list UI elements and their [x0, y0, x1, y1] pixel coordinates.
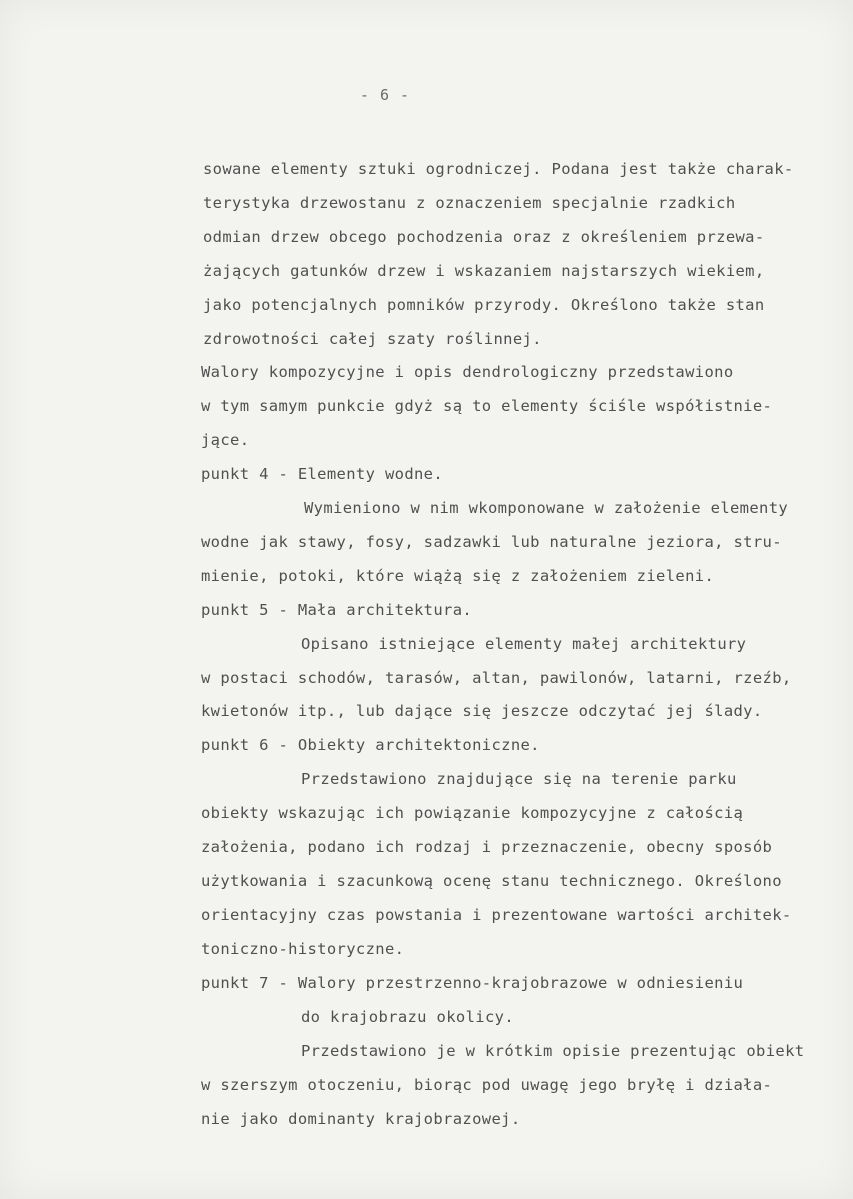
text-line: wodne jak stawy, fosy, sadzawki lub naturalne jeziora, stru- — [201, 533, 782, 551]
text-line: orientacyjny czas powstania i prezentowane wartości architek- — [201, 906, 792, 924]
text-line: zdrowotności całej szaty roślinnej. — [203, 330, 542, 348]
section-heading-continued: do krajobrazu okolicy. — [301, 1008, 514, 1026]
text-line: terystyka drzewostanu z oznaczeniem specjalnie rzadkich — [203, 194, 736, 212]
text-line: mienie, potoki, które wiążą się z założeniem zieleni. — [201, 567, 715, 585]
text-line: założenia, podano ich rodzaj i przeznaczenie, obecny sposób — [201, 838, 773, 856]
text-line: żających gatunków drzew i wskazaniem najstarszych wiekiem, — [203, 262, 765, 280]
text-line: Przedstawiono je w krótkim opisie prezentując obiekt — [301, 1042, 805, 1060]
text-line: kwietonów itp., lub dające się jeszcze odczytać jej ślady. — [201, 702, 763, 720]
text-line: w postaci schodów, tarasów, altan, pawilonów, latarni, rzeźb, — [201, 669, 792, 687]
text-line: nie jako dominanty krajobrazowej. — [201, 1110, 521, 1128]
text-line: Wymieniono w nim wkomponowane w założenie elementy — [304, 499, 789, 517]
text-line: jako potencjalnych pomników przyrody. Określono także stan — [203, 296, 765, 314]
text-line: użytkowania i szacunkową ocenę stanu technicznego. Określono — [201, 872, 782, 890]
text-line: toniczno-historyczne. — [201, 940, 405, 958]
section-heading: punkt 7 - Walory przestrzenno-krajobrazowe w odniesieniu — [201, 974, 744, 992]
text-line: Walory kompozycyjne i opis dendrologiczny przedstawiono — [201, 363, 734, 381]
text-line: Przedstawiono znajdujące się na terenie parku — [301, 770, 737, 788]
text-line: obiekty wskazując ich powiązanie kompozycyjne z całością — [201, 804, 744, 822]
text-line: sowane elementy sztuki ogrodniczej. Podana jest także charak- — [203, 160, 794, 178]
text-line: w szerszym otoczeniu, biorąc pod uwagę jego bryłę i działa- — [201, 1076, 773, 1094]
text-line: odmian drzew obcego pochodzenia oraz z określeniem przewa- — [203, 228, 765, 246]
section-heading: punkt 6 - Obiekty architektoniczne. — [201, 736, 540, 754]
section-heading: punkt 4 - Elementy wodne. — [201, 465, 444, 483]
text-line: Opisano istniejące elementy małej architektury — [301, 635, 747, 653]
text-line: w tym samym punkcie gdyż są to elementy ściśle współistnie- — [201, 397, 773, 415]
text-line: jące. — [201, 431, 250, 449]
page-number: - 6 - — [359, 86, 411, 104]
section-heading: punkt 5 - Mała architektura. — [201, 601, 473, 619]
